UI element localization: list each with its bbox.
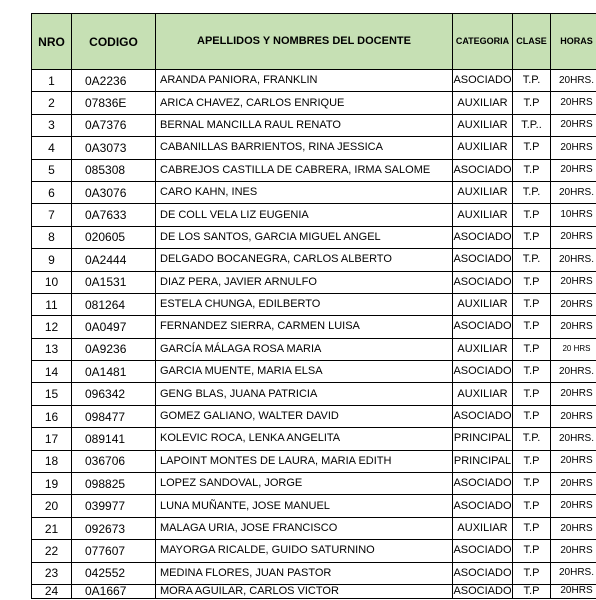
- row-codigo: 0A9236: [72, 338, 156, 360]
- row-nombre: CABREJOS CASTILLA DE CABRERA, IRMA SALOME: [156, 159, 453, 181]
- table-row: [32, 338, 596, 360]
- row-clase: T.P: [513, 495, 551, 517]
- row-categoria: ASOCIADO: [453, 540, 513, 562]
- row-horas: 20 HRS: [551, 338, 596, 360]
- table-row: [32, 562, 596, 584]
- table-row: [32, 361, 596, 383]
- row-nombre: GARCIA MUENTE, MARIA ELSA: [156, 361, 453, 383]
- row-codigo: 0A3073: [72, 137, 156, 159]
- row-horas: 20HRS: [551, 405, 596, 427]
- row-horas: 20HRS: [551, 137, 596, 159]
- row-horas: 20HRS: [551, 316, 596, 338]
- row-categoria: AUXILIAR: [453, 204, 513, 226]
- row-categoria: AUXILIAR: [453, 293, 513, 315]
- row-horas: 20HRS.: [551, 249, 596, 271]
- table-row: [32, 114, 596, 136]
- row-horas: 20HRS.: [551, 562, 596, 584]
- row-nombre: DIAZ PERA, JAVIER ARNULFO: [156, 271, 453, 293]
- table-row: [32, 383, 596, 405]
- row-categoria: ASOCIADO: [453, 405, 513, 427]
- table-row: [32, 70, 596, 92]
- row-nro: 12: [32, 316, 72, 338]
- row-horas: 20HRS: [551, 159, 596, 181]
- table-row: [32, 316, 596, 338]
- row-categoria: AUXILIAR: [453, 338, 513, 360]
- row-nombre: ESTELA CHUNGA, EDILBERTO: [156, 293, 453, 315]
- row-clase: T.P: [513, 293, 551, 315]
- row-nro: 9: [32, 249, 72, 271]
- row-categoria: PRINCIPAL: [453, 428, 513, 450]
- row-nro: 10: [32, 271, 72, 293]
- row-horas: 20HRS: [551, 92, 596, 114]
- row-nro: 24: [32, 584, 72, 598]
- row-horas: 20HRS.: [551, 70, 596, 92]
- row-categoria: PRINCIPAL: [453, 450, 513, 472]
- row-codigo: 07836E: [72, 92, 156, 114]
- table-row: [32, 226, 596, 248]
- row-codigo: 020605: [72, 226, 156, 248]
- row-codigo: 0A1481: [72, 361, 156, 383]
- row-nombre: ARICA CHAVEZ, CARLOS ENRIQUE: [156, 92, 453, 114]
- row-categoria: AUXILIAR: [453, 92, 513, 114]
- row-nro: 14: [32, 361, 72, 383]
- row-horas: 20HRS: [551, 584, 596, 598]
- row-codigo: 0A2444: [72, 249, 156, 271]
- table-row: [32, 450, 596, 472]
- table-row: [32, 428, 596, 450]
- table-row: [32, 92, 596, 114]
- row-categoria: AUXILIAR: [453, 181, 513, 203]
- row-clase: T.P: [513, 316, 551, 338]
- row-nombre: CABANILLAS BARRIENTOS, RINA JESSICA: [156, 137, 453, 159]
- row-clase: T.P: [513, 584, 551, 598]
- row-clase: T.P: [513, 226, 551, 248]
- row-categoria: AUXILIAR: [453, 114, 513, 136]
- header-nro: NRO: [32, 14, 72, 70]
- row-nombre: MALAGA URIA, JOSE FRANCISCO: [156, 517, 453, 539]
- row-clase: T.P: [513, 405, 551, 427]
- row-nombre: DE LOS SANTOS, GARCIA MIGUEL ANGEL: [156, 226, 453, 248]
- row-codigo: 039977: [72, 495, 156, 517]
- row-clase: T.P.: [513, 249, 551, 271]
- row-clase: T.P: [513, 338, 551, 360]
- row-nombre: LAPOINT MONTES DE LAURA, MARIA EDITH: [156, 450, 453, 472]
- row-nro: 4: [32, 137, 72, 159]
- table-row: [32, 584, 596, 598]
- row-codigo: 098825: [72, 473, 156, 495]
- row-codigo: 081264: [72, 293, 156, 315]
- row-horas: 20HRS: [551, 293, 596, 315]
- row-codigo: 096342: [72, 383, 156, 405]
- row-horas: 20HRS: [551, 271, 596, 293]
- row-codigo: 042552: [72, 562, 156, 584]
- row-clase: T.P: [513, 383, 551, 405]
- table-row: [32, 293, 596, 315]
- table-row: [32, 159, 596, 181]
- row-nombre: KOLEVIC ROCA, LENKA ANGELITA: [156, 428, 453, 450]
- docentes-table: [31, 13, 596, 599]
- row-nombre: DELGADO BOCANEGRA, CARLOS ALBERTO: [156, 249, 453, 271]
- row-nro: 5: [32, 159, 72, 181]
- row-clase: T.P: [513, 361, 551, 383]
- row-nro: 19: [32, 473, 72, 495]
- header-clase: CLASE: [513, 14, 551, 70]
- row-codigo: 0A1667: [72, 584, 156, 598]
- table-row: [32, 181, 596, 203]
- row-horas: 20HRS: [551, 226, 596, 248]
- row-nro: 3: [32, 114, 72, 136]
- row-horas: 20HRS.: [551, 361, 596, 383]
- row-categoria: AUXILIAR: [453, 383, 513, 405]
- row-nro: 20: [32, 495, 72, 517]
- row-codigo: 089141: [72, 428, 156, 450]
- row-codigo: 077607: [72, 540, 156, 562]
- row-categoria: AUXILIAR: [453, 517, 513, 539]
- row-codigo: 0A7376: [72, 114, 156, 136]
- table-row: [32, 204, 596, 226]
- row-categoria: ASOCIADO: [453, 585, 512, 598]
- row-nombre: CARO KAHN, INES: [156, 181, 453, 203]
- row-clase: T.P: [513, 204, 551, 226]
- row-nombre: GOMEZ GALIANO, WALTER DAVID: [156, 405, 453, 427]
- table-row: [32, 249, 596, 271]
- header-row: [32, 14, 596, 70]
- row-nro: 22: [32, 540, 72, 562]
- row-nro: 11: [32, 293, 72, 315]
- row-codigo: 0A2236: [72, 70, 156, 92]
- row-clase: T.P: [513, 450, 551, 472]
- row-clase: T.P: [513, 92, 551, 114]
- row-categoria: ASOCIADO: [453, 361, 513, 383]
- row-codigo: 098477: [72, 405, 156, 427]
- table-row: [32, 473, 596, 495]
- row-clase: T.P: [513, 473, 551, 495]
- row-nro: 6: [32, 181, 72, 203]
- row-nro: 13: [32, 338, 72, 360]
- row-categoria: ASOCIADO: [453, 473, 513, 495]
- row-horas: 20HRS.: [551, 428, 596, 450]
- row-nro: 16: [32, 405, 72, 427]
- table-body: [32, 70, 596, 599]
- row-codigo: 036706: [72, 450, 156, 472]
- row-nombre: LUNA MUÑANTE, JOSE MANUEL: [156, 495, 453, 517]
- row-nro: 18: [32, 450, 72, 472]
- row-nombre: MEDINA FLORES, JUAN PASTOR: [156, 562, 453, 584]
- table-header: [32, 14, 596, 70]
- row-nombre: BERNAL MANCILLA RAUL RENATO: [156, 114, 453, 136]
- row-categoria: ASOCIADO: [453, 70, 513, 92]
- table-row: [32, 405, 596, 427]
- row-categoria: ASOCIADO: [453, 271, 513, 293]
- row-categoria: ASOCIADO: [453, 226, 513, 248]
- row-codigo: 0A3076: [72, 181, 156, 203]
- row-clase: T.P: [513, 517, 551, 539]
- row-nombre: DE COLL VELA LIZ EUGENIA: [156, 204, 453, 226]
- header-nombre: APELLIDOS Y NOMBRES DEL DOCENTE: [156, 14, 453, 70]
- row-horas: 20HRS: [551, 473, 596, 495]
- row-codigo: 0A0497: [72, 316, 156, 338]
- row-nombre: LOPEZ SANDOVAL, JORGE: [156, 473, 453, 495]
- row-categoria: ASOCIADO: [453, 249, 513, 271]
- row-nro: 17: [32, 428, 72, 450]
- row-categoria: ASOCIADO: [453, 562, 513, 584]
- row-horas: 20HRS: [551, 450, 596, 472]
- row-horas: 20HRS: [551, 495, 596, 517]
- row-clase: T.P: [513, 562, 551, 584]
- row-nro: 7: [32, 204, 72, 226]
- row-codigo: 0A7633: [72, 204, 156, 226]
- row-categoria: ASOCIADO: [453, 316, 513, 338]
- row-clase: T.P.: [513, 428, 551, 450]
- row-nombre: GENG BLAS, JUANA PATRICIA: [156, 383, 453, 405]
- header-codigo: CODIGO: [72, 14, 156, 70]
- row-clase: T.P: [513, 137, 551, 159]
- row-nombre: GARCÍA MÁLAGA ROSA MARIA: [156, 338, 453, 360]
- row-nro: 2: [32, 92, 72, 114]
- row-clase: T.P: [513, 540, 551, 562]
- row-nro: 15: [32, 383, 72, 405]
- row-clase: T.P.: [513, 70, 551, 92]
- row-horas: 20HRS.: [551, 181, 596, 203]
- table-row: [32, 137, 596, 159]
- row-horas: 20HRS: [551, 114, 596, 136]
- row-nombre: FERNANDEZ SIERRA, CARMEN LUISA: [156, 316, 453, 338]
- row-categoria: ASOCIADO: [453, 159, 513, 181]
- header-horas: HORAS: [551, 14, 596, 70]
- row-clase: T.P: [513, 159, 551, 181]
- table-row: [32, 495, 596, 517]
- row-nro: 21: [32, 517, 72, 539]
- row-clase: T.P.: [513, 181, 551, 203]
- row-nombre: MORA AGUILAR, CARLOS VICTOR: [156, 584, 453, 598]
- row-horas: 20HRS: [551, 383, 596, 405]
- row-clase: T.P: [513, 271, 551, 293]
- row-categoria: AUXILIAR: [453, 137, 513, 159]
- row-nro: 23: [32, 562, 72, 584]
- row-horas: 10HRS: [551, 204, 596, 226]
- table-row: [32, 271, 596, 293]
- row-clase: T.P..: [513, 114, 551, 136]
- row-horas: 20HRS: [551, 517, 596, 539]
- row-nombre: ARANDA PANIORA, FRANKLIN: [156, 70, 453, 92]
- row-codigo: 092673: [72, 517, 156, 539]
- table-row: [32, 540, 596, 562]
- row-nro: 8: [32, 226, 72, 248]
- row-categoria: ASOCIADO: [453, 495, 513, 517]
- row-horas: 20HRS: [551, 540, 596, 562]
- row-nro: 1: [32, 70, 72, 92]
- header-categoria: CATEGORIA: [453, 14, 513, 70]
- row-codigo: 0A1531: [72, 271, 156, 293]
- row-codigo: 085308: [72, 159, 156, 181]
- table-row: [32, 517, 596, 539]
- row-nombre: MAYORGA RICALDE, GUIDO SATURNINO: [156, 540, 453, 562]
